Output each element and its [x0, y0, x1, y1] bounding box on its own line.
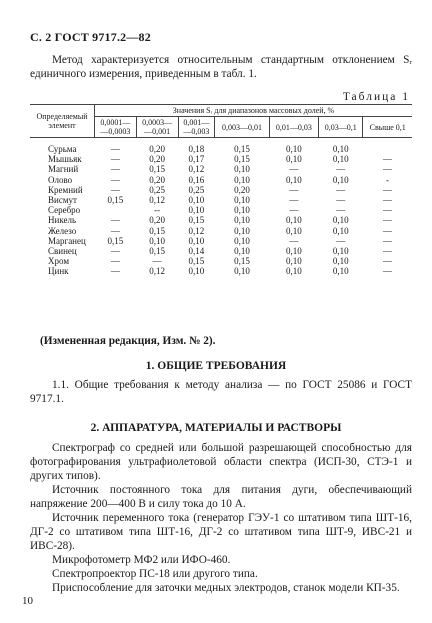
value-cell: —: [110, 174, 120, 185]
table-row: [30, 236, 412, 246]
value-cell: 0,10: [332, 256, 349, 267]
page-number: 10: [22, 595, 33, 607]
value-cell: 0,12: [149, 195, 166, 206]
value-cell: —: [110, 266, 120, 277]
value-cell: 0,10: [286, 144, 302, 154]
value-cell: —: [110, 246, 120, 257]
element-name-cell: Железо: [48, 225, 77, 236]
value-cell: 0,15: [149, 225, 166, 236]
value-cell: --: [154, 205, 161, 216]
value-cell: —: [110, 184, 120, 195]
element-name-cell: Марганец: [48, 235, 86, 246]
value-cell: 0,12: [188, 164, 205, 175]
element-name-cell: Цинк: [48, 266, 69, 277]
table-row: [30, 195, 412, 205]
table-row: [30, 144, 412, 154]
value-cell: 0,15: [107, 235, 124, 246]
value-cell: 0,20: [149, 174, 166, 185]
element-name-cell: Магний: [48, 164, 79, 175]
value-cell: -: [385, 174, 389, 185]
value-cell: 0,10: [332, 266, 349, 277]
value-cell: 0,10: [234, 174, 250, 185]
intro-paragraph: Метод характеризуется относительным стандартным отклонением Sᵣ единичного измерения, приведенным в табл. 1.: [30, 54, 412, 80]
value-cell: 0,10: [188, 235, 205, 246]
value-cell: 0,10: [234, 195, 250, 206]
value-cell: —: [382, 225, 392, 236]
value-cell: —: [382, 256, 392, 267]
column-header-element: Определяемый элемент: [30, 105, 95, 138]
value-cell: —: [382, 246, 392, 257]
value-cell: —: [382, 195, 392, 206]
value-cell: 0,15: [107, 195, 124, 206]
value-cell: —: [110, 215, 120, 226]
value-cell: —: [289, 184, 299, 195]
element-name-cell: Олово: [48, 174, 73, 185]
value-cell: —: [110, 154, 120, 165]
value-cell: —: [110, 256, 120, 267]
value-cell: 0,10: [286, 225, 302, 236]
value-cell: 0,20: [149, 215, 166, 226]
value-cell: 0,10: [234, 215, 250, 226]
value-cell: 0,15: [149, 246, 166, 257]
range-header: 0,0001— —0,0003: [95, 117, 137, 138]
value-cell: 0,10: [234, 225, 250, 236]
table-row: [30, 266, 412, 276]
value-cell: 0,15: [149, 164, 166, 175]
section-2-paragraph-4: Микрофотометр МФ2 или ИФО-460.: [52, 554, 231, 566]
value-cell: 0,15: [234, 256, 250, 267]
value-cell: 0,15: [188, 256, 205, 267]
value-cell: 0,10: [149, 235, 166, 246]
value-cell: —: [382, 205, 392, 216]
value-cell: 0,10: [286, 174, 302, 185]
range-header: Свыше 0,1: [363, 117, 412, 138]
value-cell: 0,10: [286, 246, 302, 257]
section-1-paragraph: 1.1. Общие требования к методу анализа — по ГОСТ 25086 и ГОСТ 9717.1.: [30, 379, 412, 405]
value-cell: 0,15: [188, 215, 205, 226]
value-cell: —: [110, 164, 120, 175]
table-row: [30, 205, 412, 215]
value-cell: 0,15: [234, 154, 250, 165]
element-name-cell: Хром: [48, 256, 70, 267]
section-2-paragraph-5: Спектропроектор ПС-18 или другого типа.: [52, 568, 258, 580]
range-header: 0,0003— —0,001: [136, 117, 178, 138]
table-row: [30, 226, 412, 236]
value-cell: —: [289, 195, 299, 206]
table-caption: Таблица 1: [342, 91, 410, 103]
value-cell: 0,10: [188, 195, 205, 206]
group-header: Значения Sᵣ для диапазонов массовых долей, %: [95, 105, 413, 117]
element-name-cell: Сурьма: [48, 144, 77, 154]
page-header: С. 2 ГОСТ 9717.2—82: [30, 30, 151, 44]
table-row: [30, 246, 412, 256]
element-name-cell: Серебро: [48, 205, 81, 216]
value-cell: —: [289, 164, 299, 175]
value-cell: 0,10: [234, 205, 250, 216]
table-body: [30, 138, 412, 277]
value-cell: 0,20: [234, 184, 250, 195]
element-name-cell: Свинец: [48, 246, 77, 257]
value-cell: 0,10: [234, 235, 250, 246]
value-cell: 0,12: [188, 225, 205, 236]
value-cell: —: [152, 256, 162, 267]
value-cell: —: [382, 215, 392, 226]
value-cell: [95, 205, 137, 215]
value-cell: 0,10: [234, 266, 250, 277]
section-2-paragraph-2: Источник постоянного тока для питания дуги, обеспечивающий напряжение 200—400 В и силу тока до 10 А.: [30, 484, 412, 510]
range-header: 0,001— —0,003: [178, 117, 215, 138]
value-cell: 0,10: [286, 266, 302, 277]
value-cell: 0,10: [332, 144, 349, 154]
value-cell: —: [336, 164, 346, 175]
value-cell: 0,12: [149, 266, 166, 277]
values-table: [30, 104, 412, 277]
value-cell: —: [336, 235, 346, 246]
value-cell: [363, 144, 412, 154]
range-header: 0,01—0,03: [269, 117, 318, 138]
value-cell: —: [336, 195, 346, 206]
value-cell: —: [382, 154, 392, 165]
value-cell: 0,10: [286, 154, 302, 165]
range-header: 0,003—0,01: [215, 117, 269, 138]
table-row: [30, 215, 412, 225]
value-cell: 0,10: [188, 266, 205, 277]
table-row: [30, 256, 412, 266]
value-cell: 0,25: [149, 184, 166, 195]
element-name-cell: Висмут: [48, 195, 77, 206]
value-cell: —: [382, 164, 392, 175]
value-cell: 0,20: [149, 154, 166, 165]
value-cell: 0,16: [188, 174, 205, 185]
element-name-cell: Никель: [48, 215, 77, 226]
section-2-paragraph-1: Спектрограф со средней или большой разрешающей способностью для фотографирования ультрафиолетовой области спектра (ИСП-30, СТЭ-1 и других типов).: [30, 442, 412, 482]
table-row: [30, 154, 412, 164]
value-cell: —: [382, 266, 392, 277]
value-cell: 0,10: [332, 215, 349, 226]
value-cell: —: [289, 205, 299, 216]
table-row: [30, 175, 412, 185]
edition-note: (Измененная редакция, Изм. № 2).: [40, 335, 216, 347]
value-cell: —: [336, 184, 346, 195]
section-2-title: 2. АППАРАТУРА, МАТЕРИАЛЫ И РАСТВОРЫ: [90, 422, 342, 434]
value-cell: 0,10: [234, 246, 250, 257]
section-1-title: 1. ОБЩИЕ ТРЕБОВАНИЯ: [145, 360, 287, 372]
value-cell: 0,10: [188, 205, 205, 216]
value-cell: 0,10: [332, 174, 349, 185]
value-cell: 0,10: [332, 154, 349, 165]
value-cell: 0,20: [149, 144, 166, 154]
value-cell: 0,10: [286, 256, 302, 267]
table-row: [30, 185, 412, 195]
value-cell: —: [382, 184, 392, 195]
value-cell: 0,15: [234, 144, 250, 154]
value-cell: 0,25: [188, 184, 205, 195]
element-name-cell: Кремний: [48, 184, 83, 195]
value-cell: —: [289, 235, 299, 246]
value-cell: 0,18: [188, 144, 205, 154]
value-cell: —: [110, 144, 120, 154]
value-cell: 0,10: [286, 215, 302, 226]
value-cell: 0,10: [332, 246, 349, 257]
section-2-paragraph-3: Источник переменного тока (генератор ГЭУ-1 со штативом типа ШТ-16, ДГ-2 со штативом типа ШТ-16, ДГ-2 со штативом типа ШТ-9, ИВС-21 и ИВС-28).: [30, 512, 412, 552]
range-header: 0,03—0,1: [319, 117, 363, 138]
value-cell: 0,14: [188, 246, 205, 257]
value-cell: —: [110, 225, 120, 236]
value-cell: 0,10: [332, 225, 349, 236]
value-cell: —: [336, 205, 346, 216]
element-name-cell: Мышьяк: [48, 154, 82, 165]
value-cell: —: [382, 235, 392, 246]
section-2-paragraph-6: Приспособление для заточки медных электродов, станок модели КП-35.: [52, 582, 400, 594]
value-cell: 0,10: [234, 164, 250, 175]
table-row: [30, 164, 412, 174]
value-cell: 0,17: [188, 154, 205, 165]
